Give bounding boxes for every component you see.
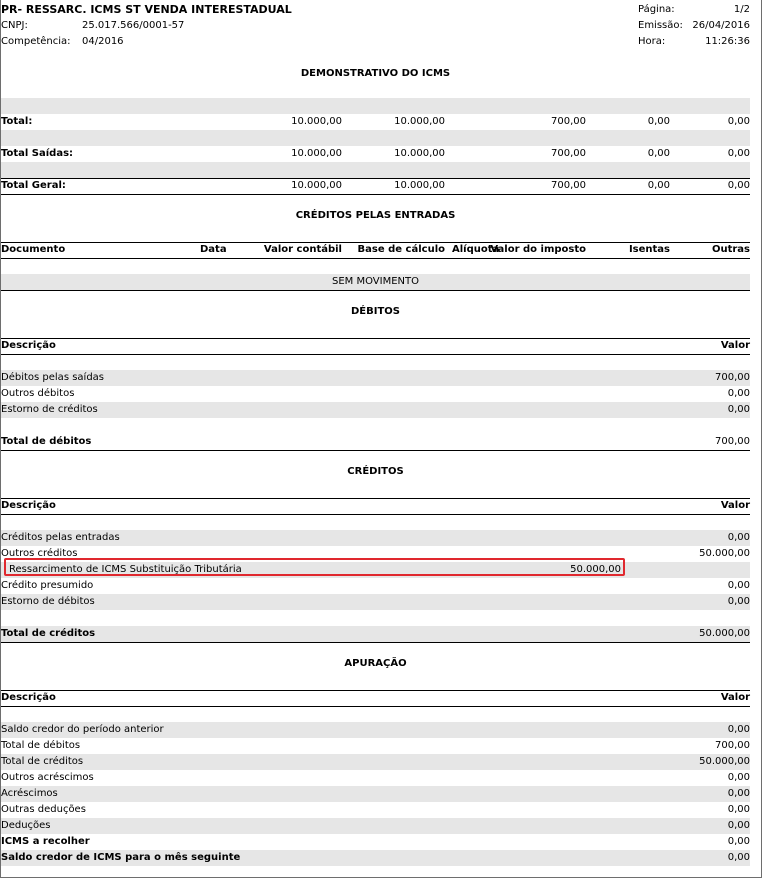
report-title: PR- RESSARC. ICMS ST VENDA INTERESTADUAL (1, 3, 292, 16)
divider (1, 514, 750, 515)
column-header-valor: Valor (720, 500, 750, 511)
demonstrativo-row-total-geral (1, 178, 750, 194)
item-label: Total de débitos (1, 740, 81, 751)
column-header-data: Data (200, 244, 227, 255)
item-value: 0,00 (727, 388, 750, 399)
row-value: 700,00 (551, 116, 586, 127)
column-header-descricao: Descrição (1, 692, 56, 703)
list-item (1, 370, 750, 386)
row-value: 0,00 (727, 116, 750, 127)
column-header-valor-imposto: Valor do imposto (490, 244, 586, 255)
column-header-aliquota: Alíquota (452, 244, 500, 255)
item-value: 0,00 (727, 852, 750, 863)
item-value: 0,00 (727, 788, 750, 799)
divider (1, 194, 750, 195)
item-label: Débitos pelas saídas (1, 372, 105, 383)
item-label: Total de créditos (1, 756, 84, 767)
sem-movimento-row (1, 274, 750, 290)
debitos-header-row (1, 338, 750, 354)
row-value: 10.000,00 (394, 116, 445, 127)
row-value: 0,00 (647, 148, 670, 159)
hora-label: Hora: (638, 36, 666, 47)
item-label: Saldo credor do período anterior (1, 724, 164, 735)
competencia-label: Competência: (1, 36, 71, 47)
item-label: Outros acréscimos (1, 772, 94, 783)
total-value: 50.000,00 (699, 628, 750, 639)
pagina-label: Página: (638, 4, 675, 15)
cnpj-value: 25.017.566/0001-57 (82, 20, 185, 31)
divider (1, 642, 750, 643)
total-label: Total de débitos (1, 436, 92, 447)
item-value: 0,00 (727, 596, 750, 607)
item-label: Deduções (1, 820, 51, 831)
column-header-descricao: Descrição (1, 340, 56, 351)
demonstrativo-title: DEMONSTRATIVO DO ICMS (300, 68, 451, 79)
debitos-total-row (1, 434, 750, 450)
competencia-value: 04/2016 (82, 36, 124, 47)
divider (1, 354, 750, 355)
item-label: Estorno de créditos (1, 404, 98, 415)
list-item (1, 850, 750, 866)
item-value: 50.000,00 (699, 548, 750, 559)
divider (1, 450, 750, 451)
list-item (1, 786, 750, 802)
total-value: 700,00 (715, 436, 750, 447)
item-value: 0,00 (727, 804, 750, 815)
list-item (1, 386, 750, 402)
row-label: Total Saídas: (1, 148, 74, 159)
item-label: Crédito presumido (1, 580, 94, 591)
column-header-outras: Outras (711, 244, 750, 255)
list-item (1, 834, 750, 850)
list-item (1, 722, 750, 738)
list-item (1, 754, 750, 770)
creditos-entradas-title: CRÉDITOS PELAS ENTRADAS (295, 210, 456, 221)
item-value: 50.000,00 (699, 756, 750, 767)
pagina-value: 1/2 (733, 4, 750, 15)
item-value: 0,00 (727, 820, 750, 831)
item-label: Créditos pelas entradas (1, 532, 120, 543)
row-value: 0,00 (647, 116, 670, 127)
item-label: Saldo credor de ICMS para o mês seguinte (1, 852, 241, 863)
item-value: 0,00 (727, 836, 750, 847)
highlight-box (4, 558, 625, 576)
list-item (1, 530, 750, 546)
column-header-documento: Documento (1, 244, 66, 255)
list-item (1, 578, 750, 594)
item-label: Estorno de débitos (1, 596, 95, 607)
list-item (1, 818, 750, 834)
divider (1, 258, 750, 259)
item-label: Outros créditos (1, 548, 78, 559)
creditos-title: CRÉDITOS (347, 466, 404, 477)
column-header-valor: Valor (720, 340, 750, 351)
item-value: 0,00 (727, 772, 750, 783)
demonstrativo-row-total-saidas (1, 146, 750, 162)
demonstrativo-spacer-row (1, 98, 750, 114)
list-item (1, 402, 750, 418)
row-value: 700,00 (551, 180, 586, 191)
demonstrativo-spacer-row (1, 162, 750, 178)
item-label: Outros débitos (1, 388, 75, 399)
row-value: 10.000,00 (394, 148, 445, 159)
row-label: Total: (1, 116, 33, 127)
column-header-base-calculo: Base de cálculo (357, 244, 445, 255)
cnpj-label: CNPJ: (1, 20, 28, 31)
item-value: 0,00 (727, 532, 750, 543)
item-label: Outras deduções (1, 804, 86, 815)
total-label: Total de créditos (1, 628, 96, 639)
row-value: 0,00 (727, 180, 750, 191)
demonstrativo-row-total (1, 114, 750, 130)
column-header-isentas: Isentas (628, 244, 670, 255)
row-value: 10.000,00 (394, 180, 445, 191)
list-item (1, 802, 750, 818)
item-value: 50.000,00 (570, 564, 621, 575)
item-value: 0,00 (727, 404, 750, 415)
list-item (1, 594, 750, 610)
apuracao-header-row (1, 690, 750, 706)
creditos-header-row (1, 498, 750, 514)
column-header-valor-contabil: Valor contábil (263, 244, 342, 255)
list-item (1, 770, 750, 786)
item-label: ICMS a recolher (1, 836, 90, 847)
item-value: 0,00 (727, 724, 750, 735)
row-value: 0,00 (647, 180, 670, 191)
column-header-valor: Valor (720, 692, 750, 703)
emissao-label: Emissão: (638, 20, 683, 31)
emissao-value: 26/04/2016 (692, 20, 750, 31)
item-label: Ressarcimento de ICMS Substituição Tributária (9, 564, 242, 575)
row-value: 700,00 (551, 148, 586, 159)
sem-movimento-text: SEM MOVIMENTO (332, 276, 419, 287)
creditos-total-row (1, 626, 750, 642)
row-value: 10.000,00 (291, 180, 342, 191)
creditos-entradas-header-row (1, 242, 750, 258)
apuracao-title: APURAÇÃO (344, 658, 407, 669)
list-item (1, 738, 750, 754)
item-label: Acréscimos (1, 788, 58, 799)
divider (1, 290, 750, 291)
row-value: 10.000,00 (291, 116, 342, 127)
demonstrativo-spacer-row (1, 130, 750, 146)
debitos-title: DÉBITOS (351, 306, 400, 317)
item-value: 700,00 (715, 372, 750, 383)
hora-value: 11:26:36 (705, 36, 750, 47)
row-value: 10.000,00 (291, 148, 342, 159)
divider (1, 706, 750, 707)
column-header-descricao: Descrição (1, 500, 56, 511)
row-label: Total Geral: (1, 180, 66, 191)
item-value: 0,00 (727, 580, 750, 591)
row-value: 0,00 (727, 148, 750, 159)
item-value: 700,00 (715, 740, 750, 751)
